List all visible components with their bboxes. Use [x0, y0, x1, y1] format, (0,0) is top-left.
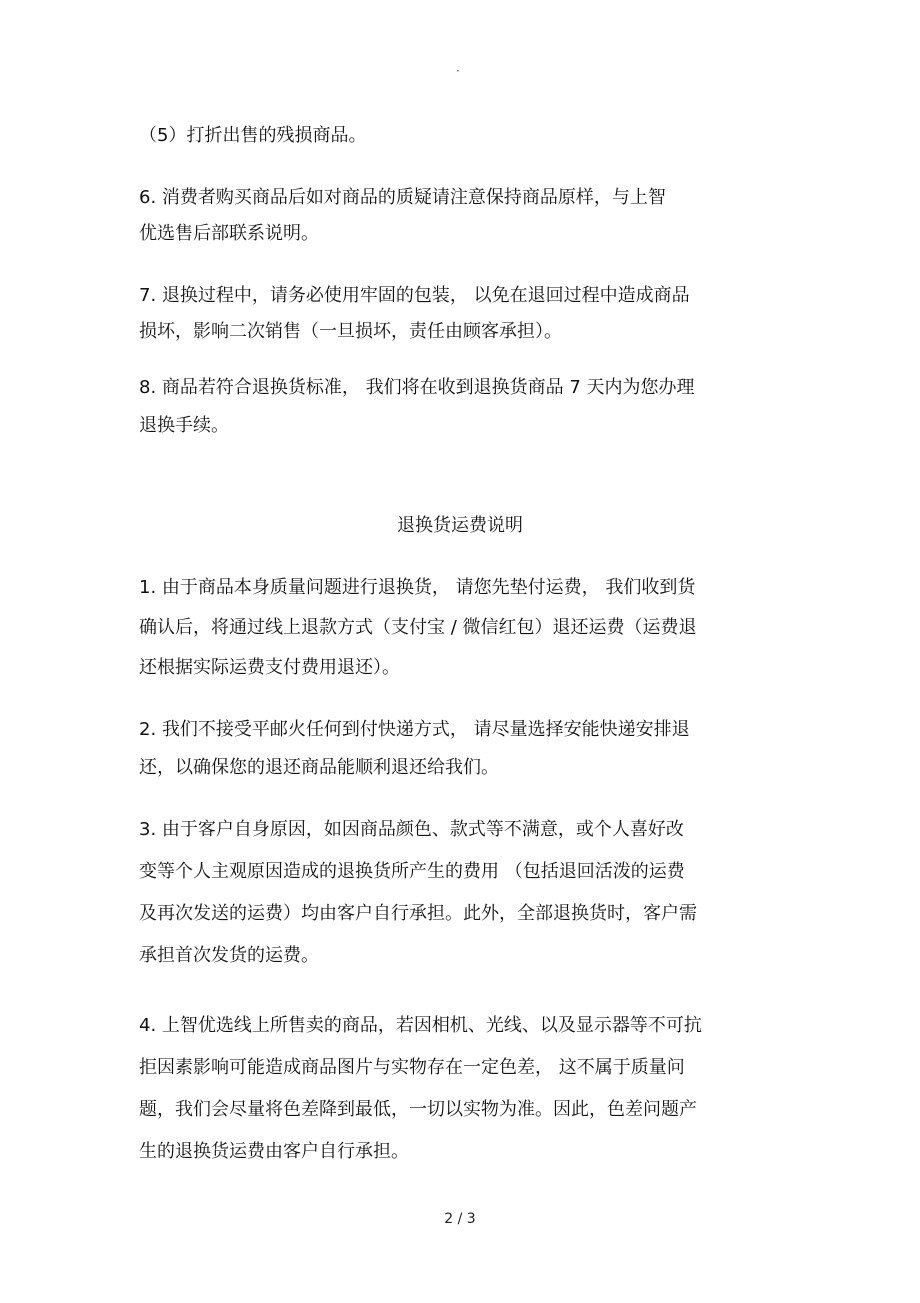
fee-item-3-line-2: 变等个人主观原因造成的退换货所产生的费用 （包括退回活泼的运费 [139, 861, 685, 882]
fee-item-4-line-4: 生的退换货运费由客户自行承担。 [139, 1141, 409, 1162]
fee-item-4-line-2: 拒因素影响可能造成商品图片与实物存在一定色差， 这不属于质量问 [139, 1057, 685, 1078]
fee-item-3-line-3: 及再次发送的运费）均由客户自行承担。此外，全部退换货时，客户需 [139, 903, 697, 924]
list-item-7-line-2: 损坏，影响二次销售（一旦损坏，责任由顾客承担）。 [139, 321, 562, 342]
header-mark: · [456, 64, 460, 78]
fee-item-4-line-3: 题，我们会尽量将色差降到最低，一切以实物为准。因此，色差问题产 [139, 1099, 697, 1120]
page-number: 2 / 3 [444, 1211, 476, 1227]
list-item-8-line-1: 8. 商品若符合退换货标准， 我们将在收到退换货商品 7 天内为您办理 [139, 377, 695, 398]
fee-item-1-line-1: 1. 由于商品本身质量问题进行退换货， 请您先垫付运费， 我们收到货 [139, 577, 696, 598]
fee-item-4-line-1: 4. 上智优选线上所售卖的商品，若因相机、光线、以及显示器等不可抗 [139, 1015, 702, 1036]
list-item-5-line-1: （5）打折出售的残损商品。 [139, 125, 367, 146]
fee-item-3-line-4: 承担首次发货的运费。 [139, 945, 319, 966]
list-item-6-line-2: 优选售后部联系说明。 [139, 223, 319, 244]
list-item-7-line-1: 7. 退换过程中，请务必使用牢固的包装， 以免在退回过程中造成商品 [139, 285, 690, 306]
fee-item-1-line-3: 还根据实际运费支付费用退还）。 [139, 657, 400, 678]
fee-item-3-line-1: 3. 由于客户自身原因，如因商品颜色、款式等不满意，或个人喜好改 [139, 819, 684, 840]
section-title: 退换货运费说明 [397, 515, 523, 536]
list-item-6-line-1: 6. 消费者购买商品后如对商品的质疑请注意保持商品原样，与上智 [139, 187, 666, 208]
list-item-8-line-2: 退换手续。 [139, 415, 229, 436]
fee-item-2-line-1: 2. 我们不接受平邮火任何到付快递方式， 请尽量选择安能快递安排退 [139, 719, 690, 740]
fee-item-2-line-2: 还，以确保您的退还商品能顺利退还给我们。 [139, 757, 499, 778]
fee-item-1-line-2: 确认后，将通过线上退款方式（支付宝 / 微信红包）退还运费（运费退 [139, 617, 697, 638]
